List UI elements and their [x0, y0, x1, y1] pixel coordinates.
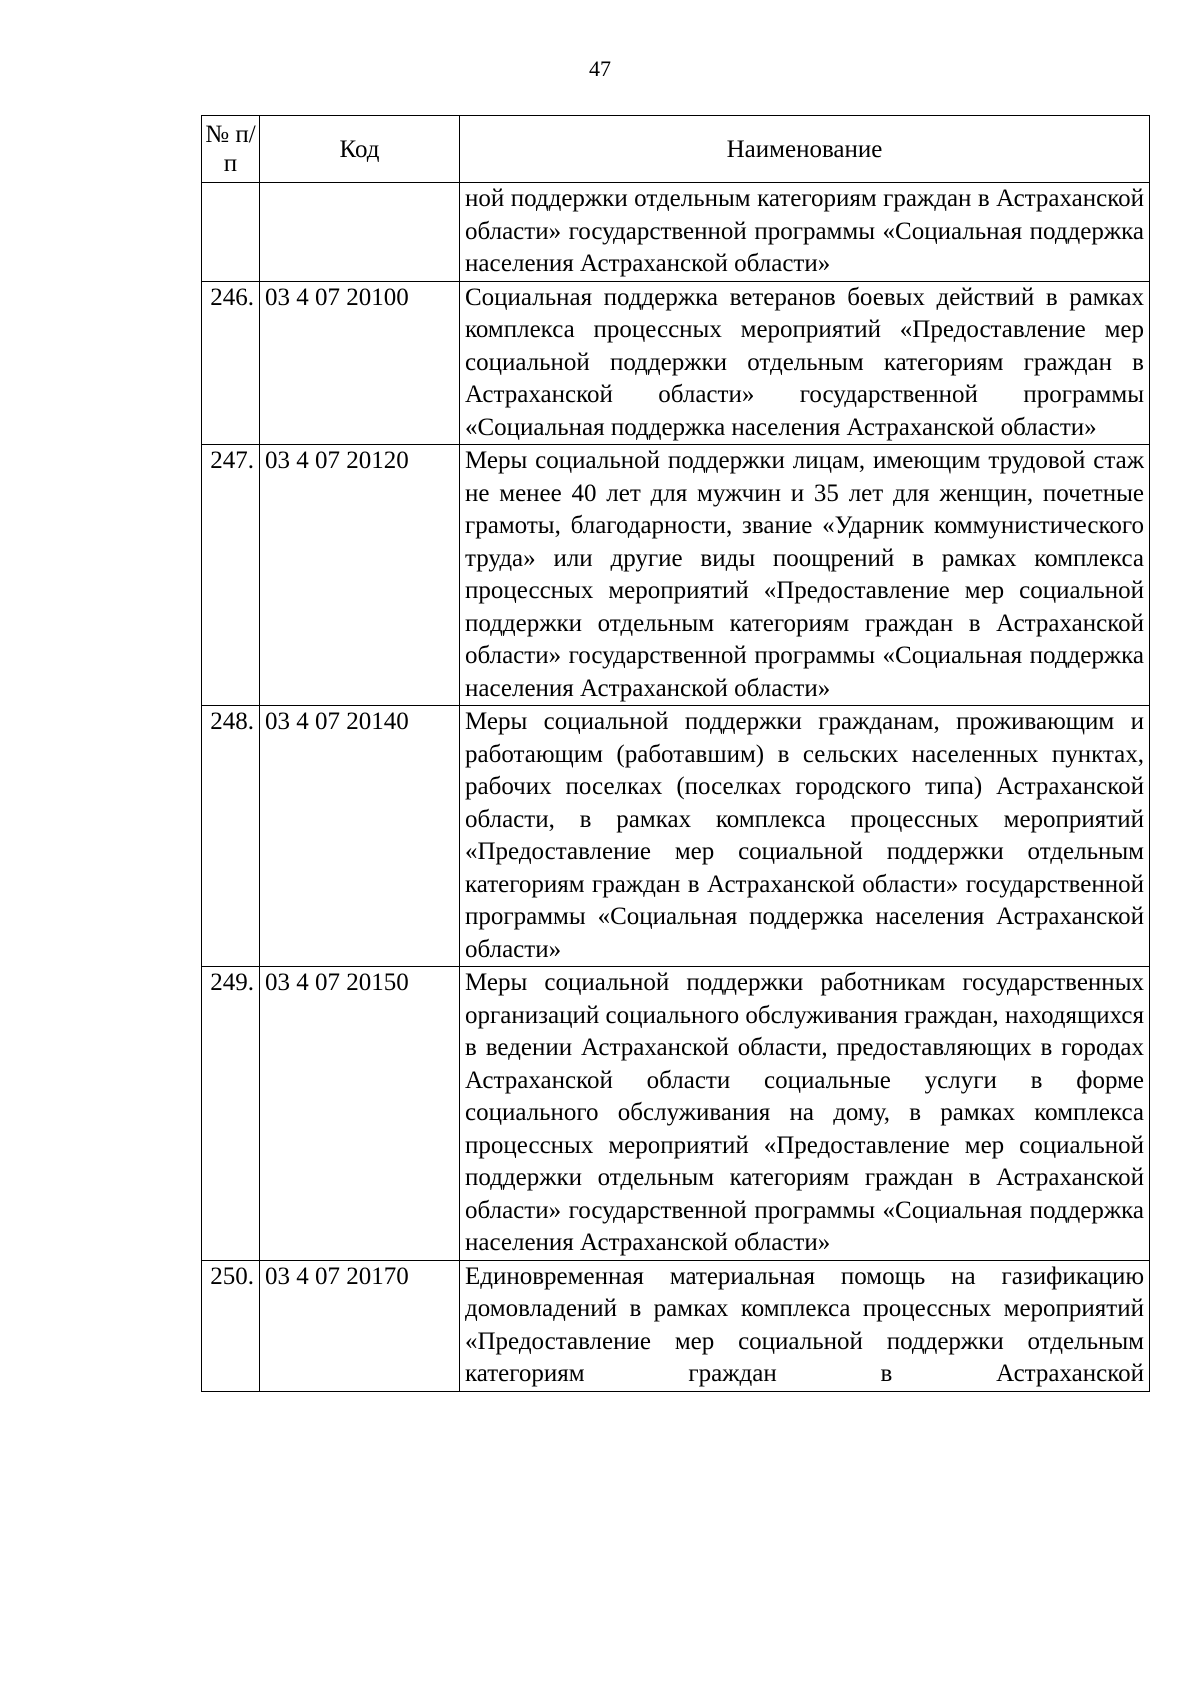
row-num: 250. — [202, 1260, 260, 1391]
table-row — [202, 1260, 1150, 1391]
row-code: 03 4 07 20100 — [260, 281, 460, 445]
row-name: ной поддержки отдельным категориям граждан в Астраханской области» государственной программы «Социальная поддержка населения Астраханской области» — [460, 183, 1150, 282]
row-name: Меры социальной поддержки работникам государственных организаций социального обслуживания граждан, находящихся в ведении Астраханской области, предоставляющих в городах Астраханской области социальные услуги в форме социального обслуживания на дому, в рамках комплекса процессных мероприятий «Предоставление мер социальной поддержки отдельным категориям граждан в Астраханской области» государственной программы «Социальная поддержка населения Астраханской области» — [460, 967, 1150, 1261]
table-row — [202, 281, 1150, 445]
row-code: 03 4 07 20140 — [260, 706, 460, 967]
row-name: Меры социальной поддержки лицам, имеющим трудовой стаж не менее 40 лет для мужчин и 35 лет для женщин, почетные грамоты, благодарности, звание «Ударник коммунистического труда» или другие виды поощрений в рамках комплекса процессных мероприятий «Предоставление мер социальной поддержки отдельным категориям граждан в Астраханской области» государственной программы «Социальная поддержка населения Астраханской области» — [460, 445, 1150, 706]
row-name: Единовременная материальная помощь на газификацию домовладений в рамках комплекса процессных мероприятий «Предоставление мер социальной поддержки отдельным категориям граждан в Астраханской — [460, 1260, 1150, 1391]
row-num: 249. — [202, 967, 260, 1261]
row-code: 03 4 07 20150 — [260, 967, 460, 1261]
page-number: 47 — [589, 56, 611, 81]
table-header-row — [202, 116, 1150, 183]
header-code: Код — [260, 116, 460, 183]
row-code — [260, 183, 460, 282]
table-row — [202, 967, 1150, 1261]
table-row — [202, 445, 1150, 706]
table-row — [202, 706, 1150, 967]
row-num: 246. — [202, 281, 260, 445]
row-num: 248. — [202, 706, 260, 967]
row-code: 03 4 07 20120 — [260, 445, 460, 706]
budget-code-table — [201, 115, 1150, 1392]
header-num: № п/п — [202, 116, 260, 183]
row-code: 03 4 07 20170 — [260, 1260, 460, 1391]
table-row-continuation — [202, 183, 1150, 282]
row-name: Социальная поддержка ветеранов боевых действий в рамках комплекса процессных мероприятий «Предоставление мер социальной поддержки отдельным категориям граждан в Астраханской области» государственной программы «Социальная поддержка населения Астраханской области» — [460, 281, 1150, 445]
header-name: Наименование — [460, 116, 1150, 183]
row-name: Меры социальной поддержки гражданам, проживающим и работающим (работавшим) в сельских населенных пунктах, рабочих поселках (поселках городского типа) Астраханской области, в рамках комплекса процессных мероприятий «Предоставление мер социальной поддержки отдельным категориям граждан в Астраханской области» государственной программы «Социальная поддержка населения Астраханской области» — [460, 706, 1150, 967]
row-num — [202, 183, 260, 282]
row-num: 247. — [202, 445, 260, 706]
